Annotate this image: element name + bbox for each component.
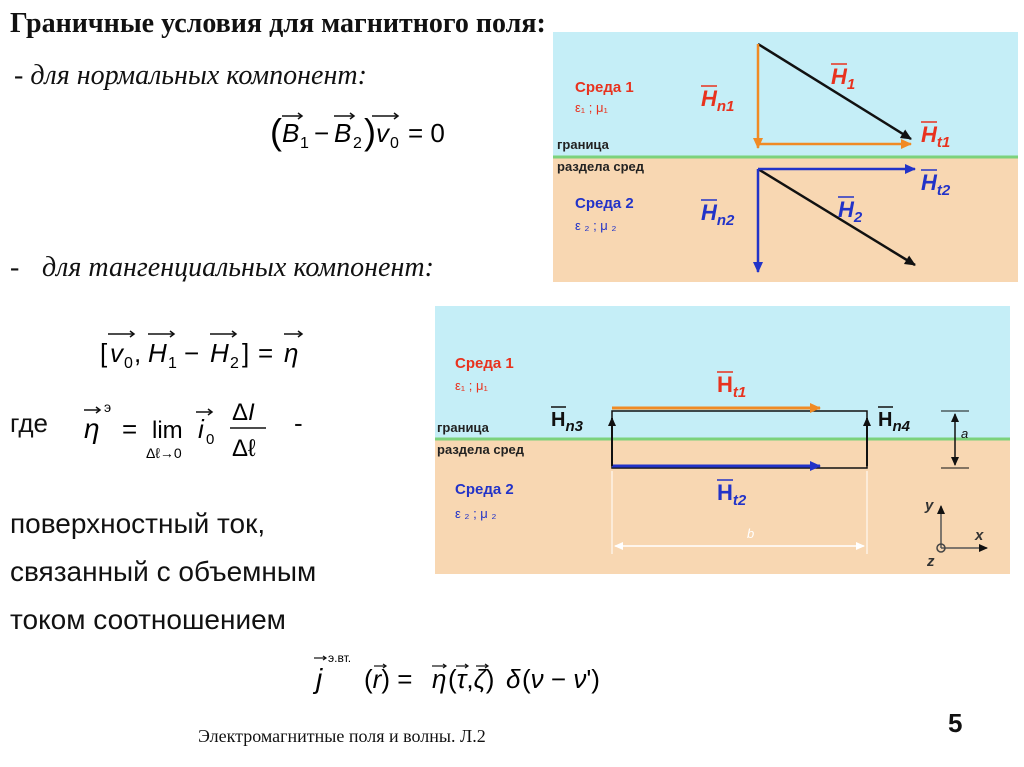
svg-text:[: [ [100, 338, 108, 368]
paragraph-line-3: током соотношением [10, 604, 286, 635]
paragraph-line-2: связанный с объемным [10, 556, 317, 587]
svg-text:v: v [110, 338, 123, 368]
bottom-medium2-params: ε ₂ ; μ ₂ [455, 506, 497, 521]
svg-text:η: η [432, 664, 447, 694]
label-b: b [747, 526, 755, 541]
label-y: y [925, 497, 934, 514]
eta-dash: - [294, 408, 303, 438]
label-hn2: $H_{n2}$ [701, 200, 735, 229]
bottom-medium1-name: Среда 1 [455, 355, 514, 372]
paragraph-line-1: поверхностный ток, [10, 508, 266, 539]
top-boundary-label-2: раздела сред [557, 159, 645, 174]
svg-text:1: 1 [300, 135, 309, 152]
svg-text:(ν − ν'): (ν − ν') [522, 664, 600, 694]
svg-text:2: 2 [230, 355, 239, 372]
svg-text:(τ,ζ): (τ,ζ) [448, 664, 495, 694]
label-ht1-bottom: $H_{t1}$ [717, 372, 747, 401]
label-h2: $H_2$ [838, 197, 863, 226]
svg-text:j: j [316, 663, 323, 694]
svg-text:lim: lim [152, 417, 183, 444]
normal-components-heading: - для нормальных компонент: [14, 60, 367, 91]
svg-text:v: v [376, 118, 389, 148]
svg-text:,: , [134, 338, 142, 368]
svg-text:=: = [258, 338, 274, 368]
svg-text:η: η [84, 413, 100, 444]
svg-text:э: э [104, 399, 112, 415]
bottom-medium2-name: Среда 2 [455, 481, 514, 498]
label-x: x [975, 527, 984, 544]
slide-title: Граничные условия для магнитного поля: [10, 8, 546, 39]
svg-text:δ: δ [506, 664, 521, 694]
svg-text:э.вт.: э.вт. [328, 651, 352, 665]
normal-bc-formula [268, 104, 468, 164]
bottom-medium1-params: ε₁ ; μ₁ [455, 378, 488, 393]
top-medium2-name: Среда 2 [575, 195, 634, 212]
svg-text:1: 1 [168, 355, 177, 372]
svg-text:= 0: = 0 [408, 118, 445, 148]
svg-text:0: 0 [206, 431, 215, 448]
label-ht2: $H_{t2}$ [921, 170, 951, 199]
svg-text:B: B [334, 118, 352, 148]
svg-text:η: η [284, 338, 299, 368]
svg-text:(: ( [270, 111, 282, 152]
tangent-components-heading: для тангенциальных компонент: [42, 252, 434, 283]
label-z: z [927, 553, 935, 570]
svg-text:ΔI: ΔI [232, 399, 255, 426]
top-medium1-params: ε₁ ; μ₁ [575, 100, 608, 115]
svg-text:−: − [184, 338, 200, 368]
j-definition-formula [310, 648, 620, 704]
footer-text: Электромагнитные поля и волны. Л.2 [198, 726, 486, 746]
svg-text:0: 0 [124, 355, 133, 372]
label-hn4: $H_{n4}$ [878, 409, 910, 435]
svg-text:): ) [364, 111, 376, 152]
svg-text:H: H [148, 338, 167, 368]
svg-text:]: ] [242, 338, 250, 368]
bottom-boundary-label-1: граница [437, 420, 489, 435]
medium2-region [553, 157, 1018, 282]
label-ht1: $H_{t1}$ [921, 122, 951, 151]
where-label: где [10, 408, 48, 438]
svg-text:2: 2 [353, 135, 362, 152]
svg-text:H: H [210, 338, 229, 368]
tangent-bc-formula [98, 322, 328, 378]
svg-text:−: − [314, 118, 330, 148]
label-ht2-bottom: $H_{t2}$ [717, 480, 747, 509]
svg-text:=: = [122, 414, 138, 444]
tangent-dash: - [10, 252, 20, 283]
bottom-medium2-region [435, 439, 1010, 574]
svg-text:Δℓ→0: Δℓ→0 [146, 445, 182, 461]
svg-text:B: B [282, 118, 300, 148]
svg-text:Δℓ: Δℓ [232, 435, 256, 462]
eta-definition-formula [80, 392, 280, 472]
svg-text:0: 0 [390, 135, 399, 152]
top-medium1-name: Среда 1 [575, 79, 634, 96]
label-hn1: $H_{n1}$ [701, 86, 735, 115]
top-medium2-params: ε ₂ ; μ ₂ [575, 218, 617, 233]
top-boundary-label-1: граница [557, 137, 609, 152]
label-h1: $H_1$ [831, 64, 856, 93]
page-number: 5 [948, 708, 963, 738]
label-hn3: $H_{n3}$ [551, 409, 583, 435]
bottom-boundary-label-2: раздела сред [437, 442, 525, 457]
svg-text:(r) =: (r) = [364, 664, 413, 694]
svg-text:i: i [198, 414, 204, 444]
top-boundary-diagram [553, 32, 1018, 282]
bottom-contour-diagram [435, 306, 1010, 574]
label-a: a [961, 426, 969, 441]
